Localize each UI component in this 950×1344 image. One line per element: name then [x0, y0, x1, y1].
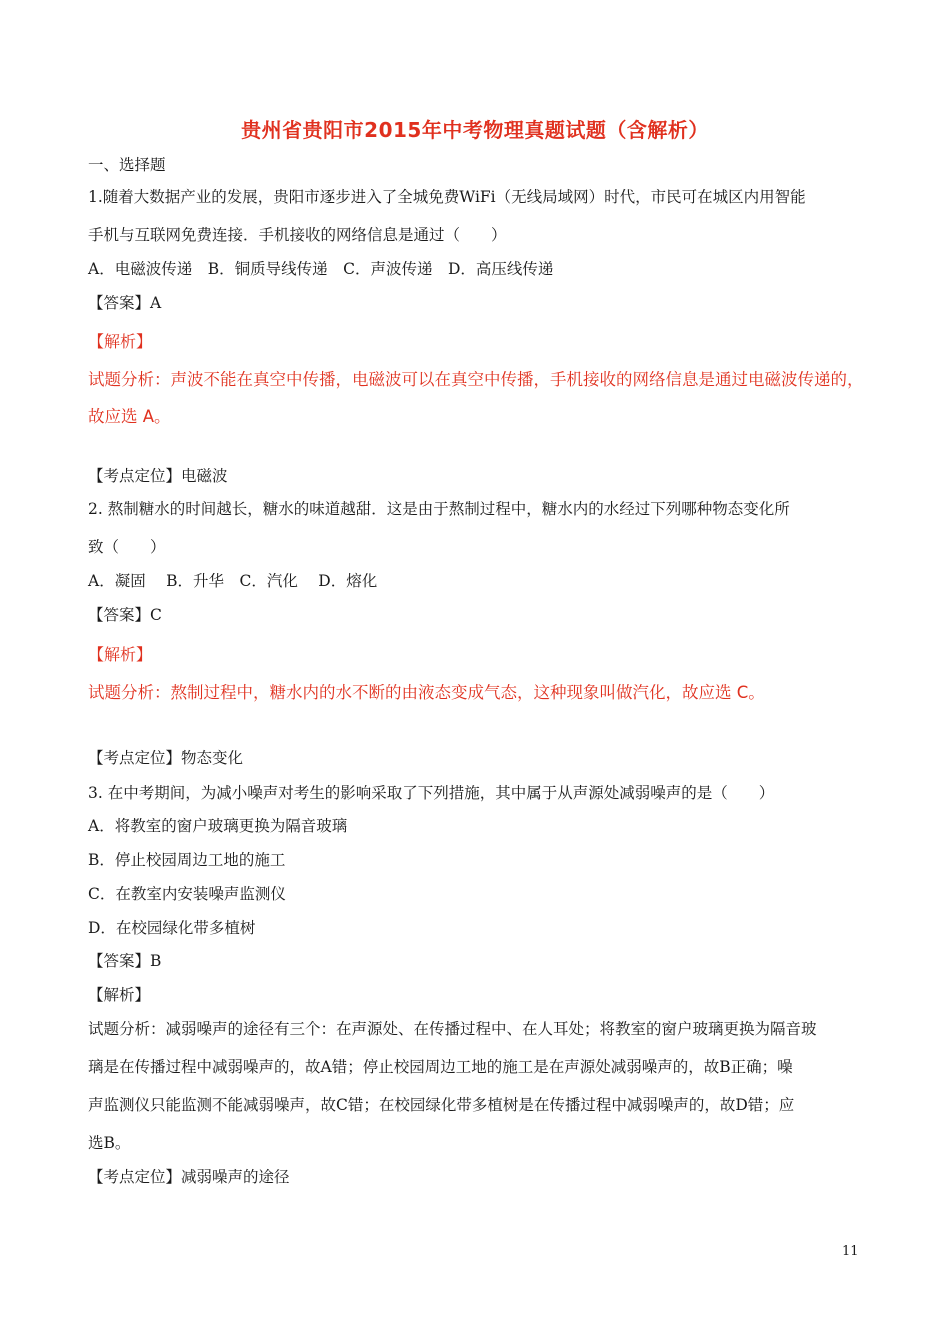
q2-stem-line1: 2. 熬制糖水的时间越长，糖水的味道越甜．这是由于熬制过程中，糖水内的水经过下列哪种物态变化所: [88, 500, 790, 518]
q1-stem-line1: 1.随着大数据产业的发展，贵阳市逐步进入了全城免费WiFi（无线局域网）时代，市民可在城区内用智能: [88, 188, 806, 206]
q1-stem-line2: 手机与互联网免费连接．手机接收的网络信息是通过（ ）: [88, 226, 507, 244]
page-number: 11: [842, 1244, 859, 1259]
q1-knowledge-point: 【考点定位】电磁波: [88, 467, 228, 485]
q2-stem-line2: 致（ ）: [88, 538, 166, 556]
q2-analysis-line1: 试题分析：熬制过程中，糖水内的水不断的由液态变成气态，这种现象叫做汽化，故应选 C。: [88, 683, 765, 702]
q2-knowledge-point: 【考点定位】物态变化: [88, 749, 244, 767]
q3-option-b: B．停止校园周边工地的施工: [88, 851, 286, 869]
q3-analysis-line1: 试题分析：减弱噪声的途径有三个：在声源处、在传播过程中、在人耳处；将教室的窗户玻璃更换为隔音玻: [88, 1020, 817, 1038]
q1-analysis-line1: 试题分析：声波不能在真空中传播，电磁波可以在真空中传播，手机接收的网络信息是通过电磁波传递的，: [88, 370, 864, 389]
q3-analysis-line2: 璃是在传播过程中减弱噪声的，故A错；停止校园周边工地的施工是在声源处减弱噪声的，故B正确；噪: [88, 1058, 793, 1076]
q2-analysis-heading: 【解析】: [88, 645, 153, 664]
q3-answer: 【答案】B: [88, 952, 162, 970]
q1-analysis-line2: 故应选 A。: [88, 407, 171, 426]
section-heading: 一、选择题: [88, 156, 166, 174]
q3-option-a: A．将教室的窗户玻璃更换为隔音玻璃: [88, 817, 348, 835]
q3-analysis-line3: 声监测仪只能监测不能减弱噪声，故C错；在校园绿化带多植树是在传播过程中减弱噪声的，故D错；应: [88, 1096, 795, 1114]
q2-answer: 【答案】C: [88, 606, 162, 624]
q3-option-c: C．在教室内安装噪声监测仪: [88, 885, 286, 903]
document-title: 贵州省贵阳市2015年中考物理真题试题（含解析）: [241, 118, 709, 142]
q3-option-d: D．在校园绿化带多植树: [88, 919, 256, 937]
q1-analysis-heading: 【解析】: [88, 332, 153, 351]
q1-options: A．电磁波传递 B．铜质导线传递 C．声波传递 D．高压线传递: [88, 260, 554, 278]
q3-knowledge-point: 【考点定位】减弱噪声的途径: [88, 1168, 290, 1186]
q1-answer: 【答案】A: [88, 294, 162, 312]
q3-stem-line1: 3. 在中考期间，为减小噪声对考生的影响采取了下列措施，其中属于从声源处减弱噪声的是（ ）: [88, 784, 775, 802]
q3-analysis-line4: 选B。: [88, 1134, 131, 1152]
q3-analysis-heading: 【解析】: [88, 986, 151, 1004]
q2-options: A．凝固 B．升华 C．汽化 D．熔化: [88, 572, 378, 590]
